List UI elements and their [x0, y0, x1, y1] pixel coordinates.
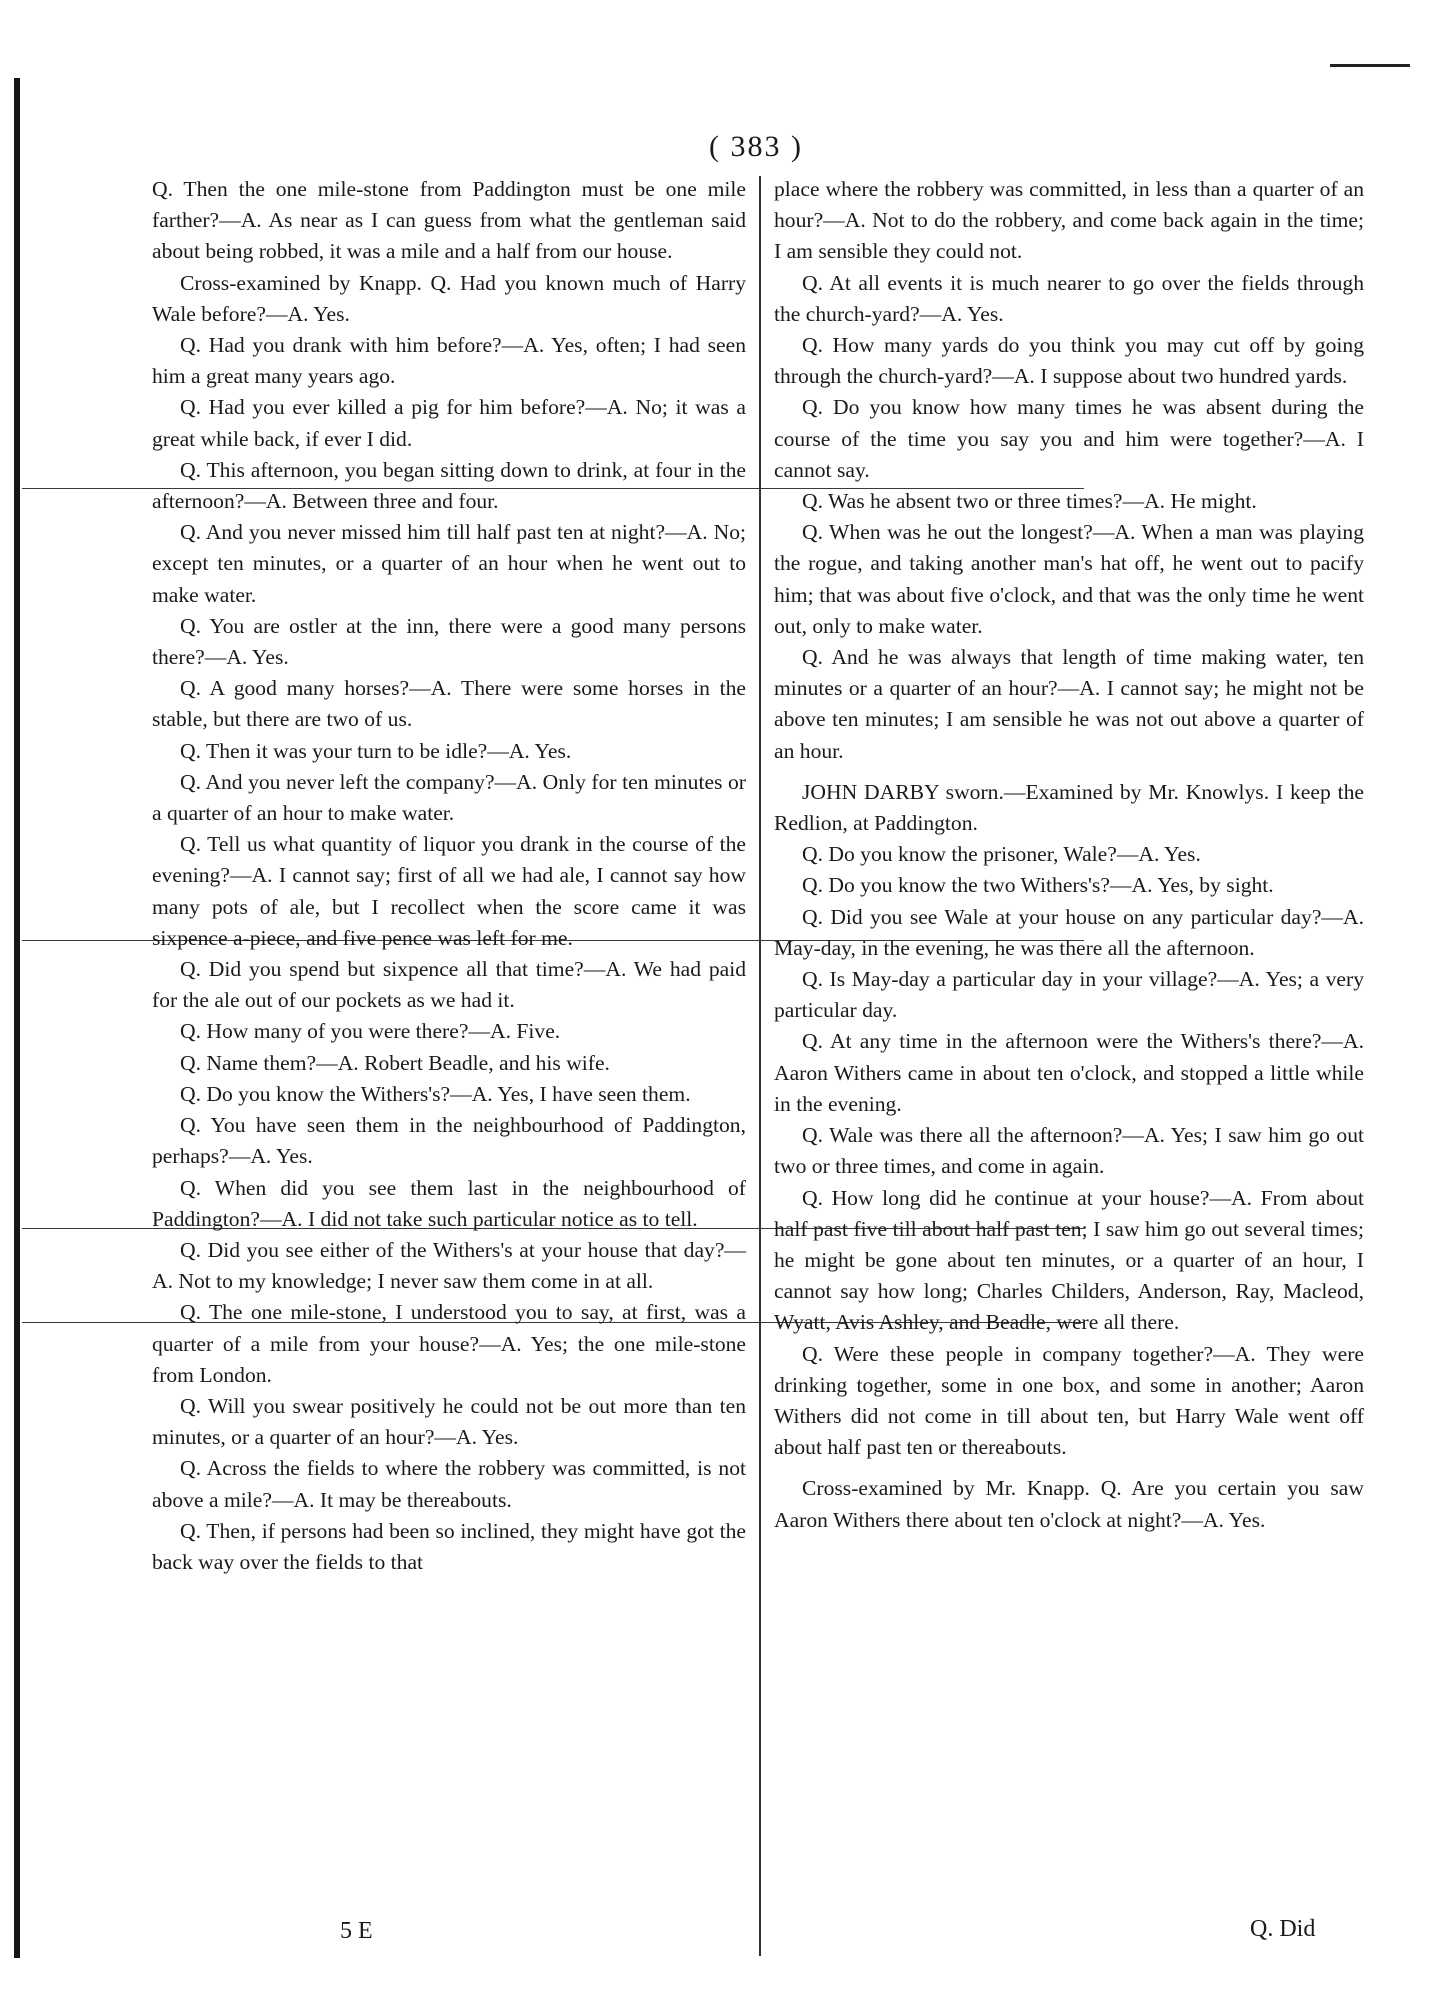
- paragraph: Q. Do you know the prisoner, Wale?—A. Yes.: [802, 842, 1201, 867]
- paragraph: Q. Did you see either of the Withers's at your house that day?—A. Not to my knowledge; I never saw them come in at all.: [152, 1237, 746, 1294]
- paragraph: Q. The one mile-stone, I understood you to say, at first, was a quarter of a mile from your house?—A. Yes; the one mile-stone from London.: [152, 1300, 746, 1387]
- left-column: [152, 174, 746, 1578]
- paragraph: Q. At any time in the afternoon were the Withers's there?—A. Aaron Withers came in about ten o'clock, and stopped a little while in the evening.: [774, 1029, 1364, 1116]
- paragraph: Q. Were these people in company together?—A. They were drinking together, some in one box, and some in another; Aaron Withers did not come in till about ten, but Harry Wale went off about half past ten or thereabouts.: [774, 1341, 1364, 1460]
- paragraph: Q. Do you know the two Withers's?—A. Yes, by sight.: [802, 873, 1274, 898]
- paragraph: Q. Will you swear positively he could not be out more than ten minutes, or a quarter of an hour?—A. Yes.: [152, 1393, 746, 1450]
- paragraph: Q. Had you ever killed a pig for him before?—A. No; it was a great while back, if ever I did.: [152, 395, 746, 451]
- paragraph: Q. You are ostler at the inn, there were a good many persons there?—A. Yes.: [152, 613, 746, 670]
- right-column: [774, 174, 1364, 1536]
- paragraph: Q. When was he out the longest?—A. When a man was playing the rogue, and taking another man's hat off, he went out to pacify him; that was about five o'clock, and that was the only time he went out, only to make water.: [774, 520, 1364, 638]
- top-rule: [1330, 64, 1410, 67]
- paragraph: Q. Did you spend but sixpence all that time?—A. We had paid for the ale out of our pockets as we had it.: [152, 957, 746, 1013]
- paragraph: Q. And you never left the company?—A. Only for ten minutes or a quarter of an hour to make water.: [152, 769, 746, 826]
- catchword: Q. Did: [1250, 1916, 1316, 1942]
- paragraph: Q. How many of you were there?—A. Five.: [180, 1019, 561, 1044]
- paragraph: Q. Then, if persons had been so inclined, they might have got the back way over the fields to that: [152, 1518, 746, 1574]
- paragraph: Q. Had you drank with him before?—A. Yes, often; I had seen him a great many years ago.: [152, 333, 746, 389]
- paragraph: Q. And he was always that length of time making water, ten minutes or a quarter of an hour?—A. I cannot say; he might not be above ten minutes; I am sensible he was not out above a quarter of an hour.: [774, 645, 1364, 763]
- paragraph: Q. A good many horses?—A. There were some horses in the stable, but there are two of us.: [152, 676, 746, 732]
- paragraph: Q. This afternoon, you began sitting down to drink, at four in the afternoon?—A. Between three and four.: [152, 457, 746, 514]
- paragraph: Q. How many yards do you think you may cut off by going through the church-yard?—A. I suppose about two hundred yards.: [774, 333, 1364, 389]
- signature-mark: 5 E: [340, 1918, 373, 1944]
- paragraph: Q. Name them?—A. Robert Beadle, and his wife.: [180, 1050, 610, 1075]
- paragraph: Q. Did you see Wale at your house on any particular day?—A. May-day, in the evening, he was there all the afternoon.: [774, 904, 1364, 960]
- paragraph: Q. When did you see them last in the neighbourhood of Paddington?—A. I did not take such particular notice as to tell.: [152, 1175, 746, 1231]
- paragraph: Q. Wale was there all the afternoon?—A. Yes; I saw him go out two or three times, and come in again.: [774, 1123, 1364, 1179]
- paragraph: Q. Tell us what quantity of liquor you drank in the course of the evening?—A. I cannot say; first of all we had ale, I cannot say how many pots of ale, but I recollect when the score came it was sixpence a-piece, and five pence was left for me.: [152, 832, 746, 950]
- column-divider: [759, 176, 761, 1956]
- paragraph: Cross-examined by Mr. Knapp. Q. Are you certain you saw Aaron Withers there about ten o'clock at night?—A. Yes.: [774, 1476, 1364, 1532]
- paragraph: Q. And you never missed him till half past ten at night?—A. No; except ten minutes, or a quarter of an hour when he went out to make water.: [152, 520, 746, 607]
- paragraph: Q. Across the fields to where the robbery was committed, is not above a mile?—A. It may be thereabouts.: [152, 1456, 746, 1512]
- paragraph: Q. How long did he continue at your house?—A. From about half past five till about half past ten; I saw him go out several times; he might be gone about ten minutes, or a quarter of an hour, I cannot say how long; Charles Childers, Anderson, Ray, Macleod, Wyatt, Avis Ashley, and Beadle, were all there.: [774, 1185, 1364, 1335]
- paragraph: Q. At all events it is much nearer to go over the fields through the church-yard?—A. Yes.: [774, 270, 1364, 326]
- binding-shadow: [14, 78, 20, 1958]
- paragraph: Cross-examined by Knapp. Q. Had you known much of Harry Wale before?—A. Yes.: [152, 270, 746, 326]
- witness-heading: JOHN DARBY sworn.—Examined by Mr. Knowlys. I keep the Redlion, at Paddington.: [774, 779, 1364, 836]
- paragraph: Q. Was he absent two or three times?—A. He might.: [802, 489, 1257, 514]
- paragraph: Q. Then it was your turn to be idle?—A. Yes.: [180, 738, 572, 763]
- paragraph: Q. Is May-day a particular day in your village?—A. Yes; a very particular day.: [774, 967, 1364, 1023]
- paragraph: Q. Then the one mile-stone from Paddington must be one mile farther?—A. As near as I can guess from what the gentleman said about being robbed, it was a mile and a half from our house.: [152, 177, 746, 264]
- page-number: ( 383 ): [709, 130, 803, 163]
- paragraph: Q. You have seen them in the neighbourhood of Paddington, perhaps?—A. Yes.: [152, 1113, 746, 1169]
- paragraph: Q. Do you know how many times he was absent during the course of the time you say you and him were together?—A. I cannot say.: [774, 395, 1364, 482]
- paragraph: place where the robbery was committed, in less than a quarter of an hour?—A. Not to do the robbery, and come back again in the time; I am sensible they could not.: [774, 177, 1364, 264]
- paragraph: Q. Do you know the Withers's?—A. Yes, I have seen them.: [180, 1081, 691, 1106]
